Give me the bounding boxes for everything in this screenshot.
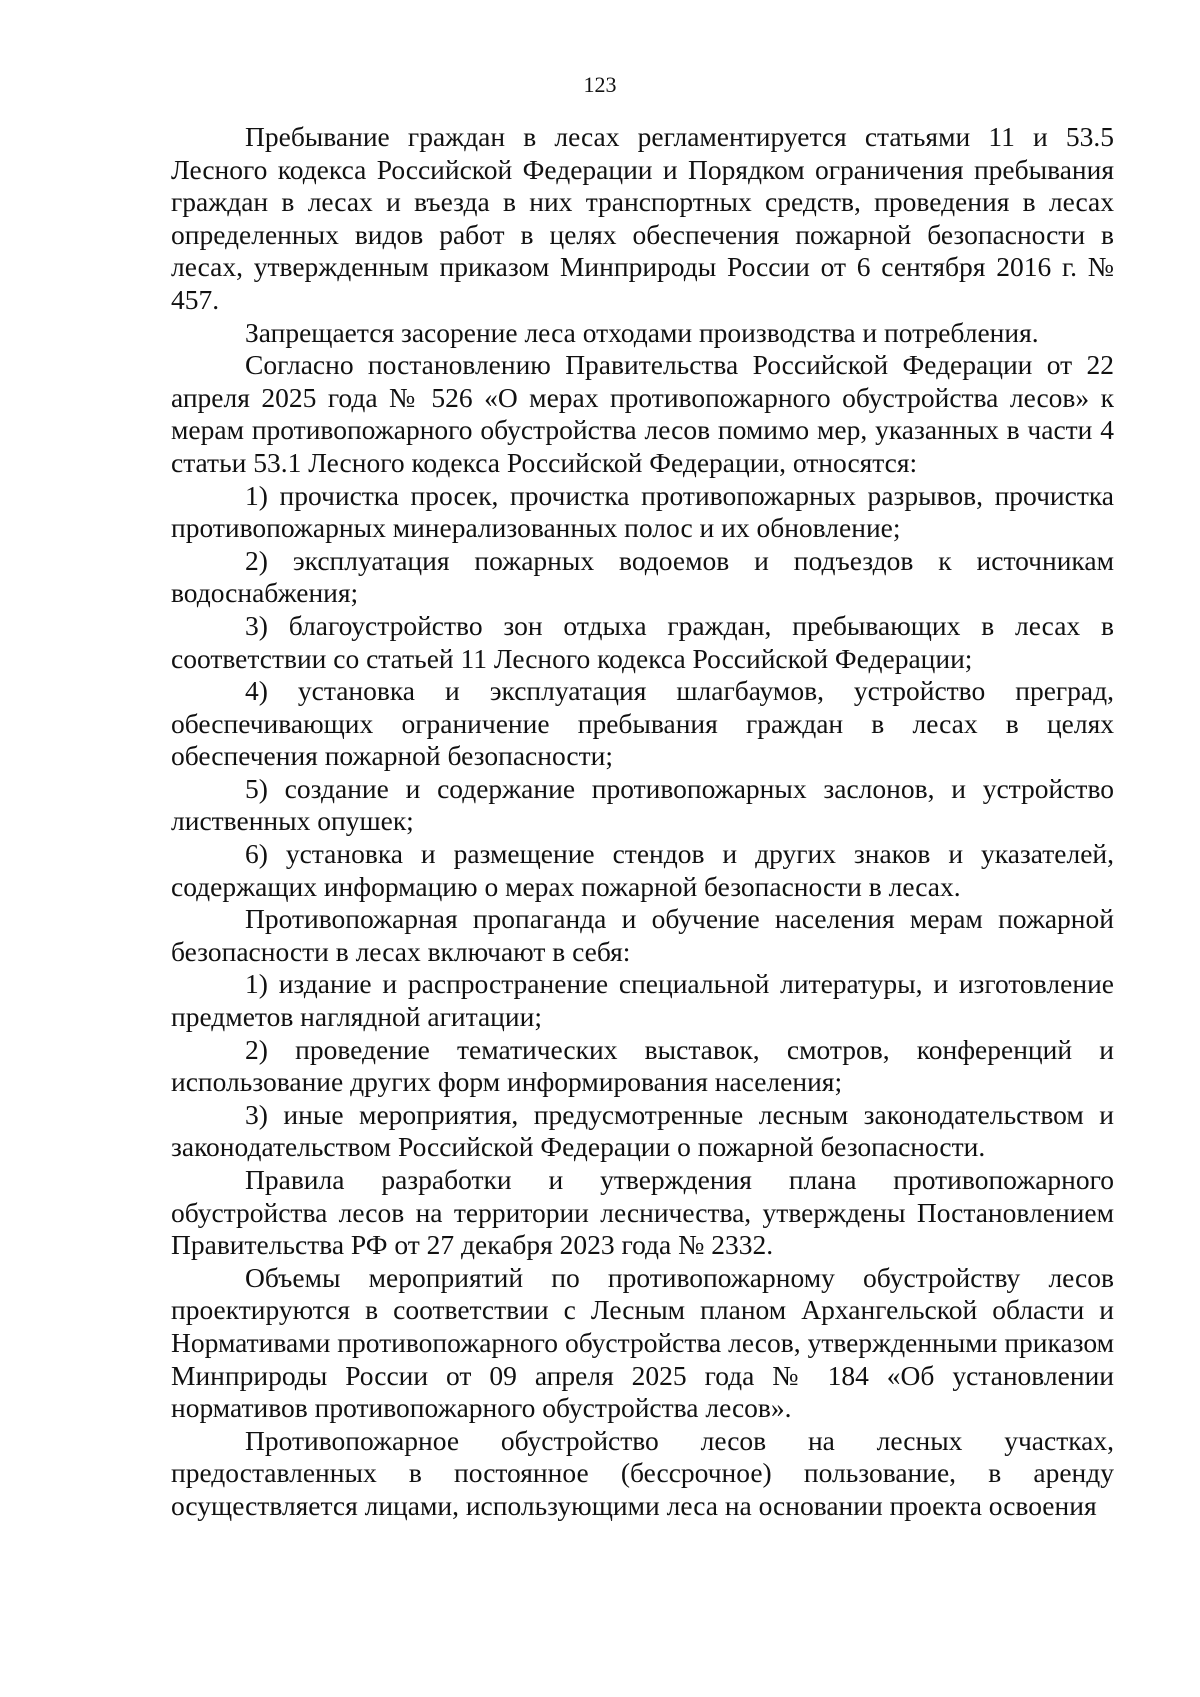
list-item-measure-1: 1) прочистка просек, прочистка противопожарных разрывов, прочистка противопожарных минерализованных полос и их обновление; [171, 479, 1114, 544]
paragraph-propaganda-intro: Противопожарная пропаганда и обучение населения мерам пожарной безопасности в лесах включают в себя: [171, 903, 1114, 967]
list-item-measure-3: 3) благоустройство зон отдыха граждан, пребывающих в лесах в соответствии со статьей 11 Лесного кодекса Российской Федерации; [171, 609, 1114, 674]
list-item-measure-4: 4) установка и эксплуатация шлагбаумов, устройство преград, обеспечивающих ограничение пребывания граждан в лесах в целях обеспечения пожарной безопасности; [171, 675, 1114, 772]
list-item-propaganda-2: 2) проведение тематических выставок, смотров, конференций и использование других форм информирования населения; [171, 1033, 1114, 1098]
paragraph-forest-stay-regulation: Пребывание граждан в лесах регламентируется статьями 11 и 53.5 Лесного кодекса Российской Федерации и Порядком ограничения пребывания граждан в лесах и въезда в них транспортных средств, проведения в лесах определенных видов работ в целях обеспечения пожарной безопасности в лесах, утвержденным приказом Минприроды России от 6 сентября 2016 г. № 457. [171, 121, 1114, 315]
list-item-measure-6: 6) установка и размещение стендов и других знаков и указателей, содержащих информацию о мерах пожарной безопасности в лесах. [171, 838, 1114, 902]
paragraph-leased-plots: Противопожарное обустройство лесов на лесных участках, предоставленных в постоянное (бессрочное) пользование, в аренду осуществляется лицами, использующими леса на основании проекта освоения [171, 1424, 1114, 1521]
list-item-measure-5: 5) создание и содержание противопожарных заслонов, и устройство лиственных опушек; [171, 772, 1114, 837]
paragraph-measure-volumes: Объемы мероприятий по противопожарному обустройству лесов проектируются в соответствии с Лесным планом Архангельской области и Нормативами противопожарного обустройства лесов, утвержденными приказом Минприроды России от 09 апреля 2025 года № 184 «Об установлении нормативов противопожарного обустройства лесов». [171, 1261, 1114, 1424]
page-number: 123 [583, 72, 617, 97]
list-item-measure-2: 2) эксплуатация пожарных водоемов и подъездов к источникам водоснабжения; [171, 544, 1114, 609]
document-body [171, 121, 1114, 1523]
paragraph-fire-measures-intro: Согласно постановлению Правительства Российской Федерации от 22 апреля 2025 года № 526 «О мерах противопожарного обустройства лесов» к мерам противопожарного обустройства лесов помимо мер, указанных в части 4 статьи 53.1 Лесного кодекса Российской Федерации, относятся: [171, 349, 1114, 478]
list-item-propaganda-1: 1) издание и распространение специальной литературы, и изготовление предметов наглядной агитации; [171, 968, 1114, 1033]
paragraph-littering-prohibited: Запрещается засорение леса отходами производства и потребления. [245, 316, 1039, 348]
paragraph-plan-rules: Правила разработки и утверждения плана противопожарного обустройства лесов на территории лесничества, утверждены Постановлением Правительства РФ от 27 декабря 2023 года № 2332. [171, 1164, 1114, 1261]
list-item-propaganda-3: 3) иные мероприятия, предусмотренные лесным законодательством и законодательством Российской Федерации о пожарной безопасности. [171, 1098, 1114, 1163]
